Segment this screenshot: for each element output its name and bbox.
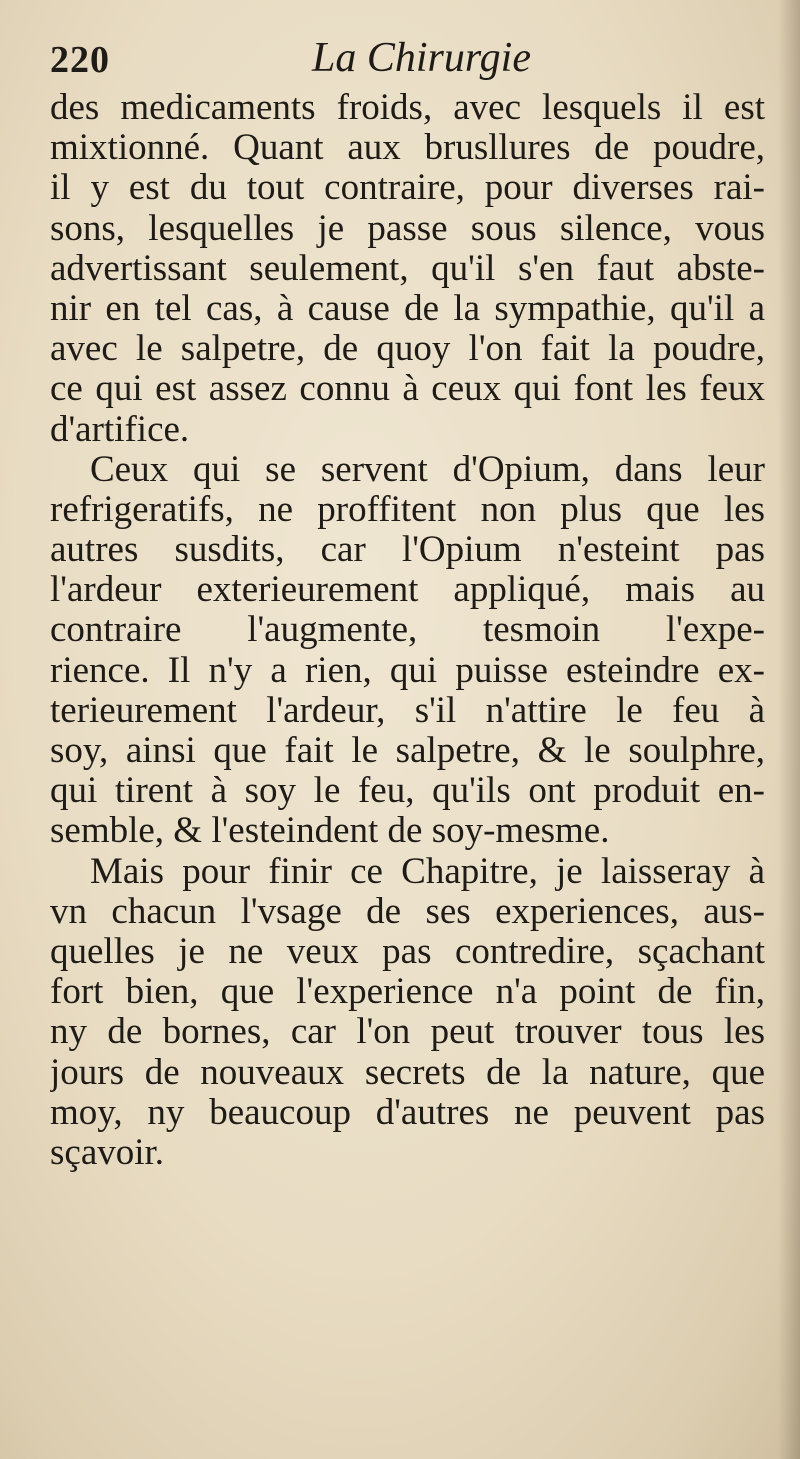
text-line: mixtionné. Quant aux brusllures de poudre, xyxy=(50,128,765,169)
text-line: Ceux qui se servent d'Opium, dans leur xyxy=(90,449,765,490)
text-line: terieurement l'ardeur, s'il n'attire le feu à xyxy=(50,690,765,731)
text-line: sons, lesquelles je passe sous silence, vous xyxy=(50,208,765,249)
text-line: advertissant seulement, qu'il s'en faut abste- xyxy=(50,248,765,289)
text-line: ny de bornes, car l'on peut trouver tous les xyxy=(50,1012,765,1053)
text-line: avec le salpetre, de quoy l'on fait la poudre, xyxy=(50,329,765,370)
text-line: Mais pour finir ce Chapitre, je laisseray à xyxy=(90,851,765,892)
text-line: jours de nouveaux secrets de la nature, que xyxy=(50,1052,765,1093)
page-edge-shadow xyxy=(778,0,800,1459)
text-line: moy, ny beaucoup d'autres ne peuvent pas xyxy=(50,1092,765,1133)
text-line: quelles je ne veux pas contredire, sçachant xyxy=(50,931,765,972)
text-line: d'artifice. xyxy=(50,409,190,450)
text-line: nir en tel cas, à cause de la sympathie, qu'il a xyxy=(50,288,765,329)
text-line: semble, & l'esteindent de soy-mesme. xyxy=(50,811,610,852)
text-line: qui tirent à soy le feu, qu'ils ont produit en- xyxy=(50,771,765,812)
text-line: il y est du tout contraire, pour diverses rai- xyxy=(50,168,765,209)
paragraph-2 xyxy=(50,450,765,852)
text-line: vn chacun l'vsage de ses experiences, aus- xyxy=(50,891,765,932)
page-number: 220 xyxy=(50,39,110,81)
text-body xyxy=(50,88,765,1173)
text-line: rience. Il n'y a rien, qui puisse esteindre ex- xyxy=(50,650,765,691)
text-line: soy, ainsi que fait le salpetre, & le soulphre, xyxy=(50,731,765,771)
text-line: fort bien, que l'experience n'a point de fin, xyxy=(50,972,765,1013)
running-head xyxy=(50,35,770,94)
paragraph-3 xyxy=(50,852,765,1174)
text-line: ce qui est assez connu à ceux qui font les feux xyxy=(50,369,765,410)
paragraph-1 xyxy=(50,88,765,450)
text-line: contraire l'augmente, tesmoin l'expe- xyxy=(50,610,765,651)
running-title: La Chirurgie xyxy=(312,35,531,81)
text-line: autres susdits, car l'Opium n'esteint pas xyxy=(50,530,765,571)
text-line: refrigeratifs, ne proffitent non plus que les xyxy=(50,489,765,530)
text-line: sçavoir. xyxy=(50,1132,165,1173)
text-line: l'ardeur exterieurement appliqué, mais au xyxy=(50,570,765,611)
text-line: des medicaments froids, avec lesquels il est xyxy=(50,88,765,128)
